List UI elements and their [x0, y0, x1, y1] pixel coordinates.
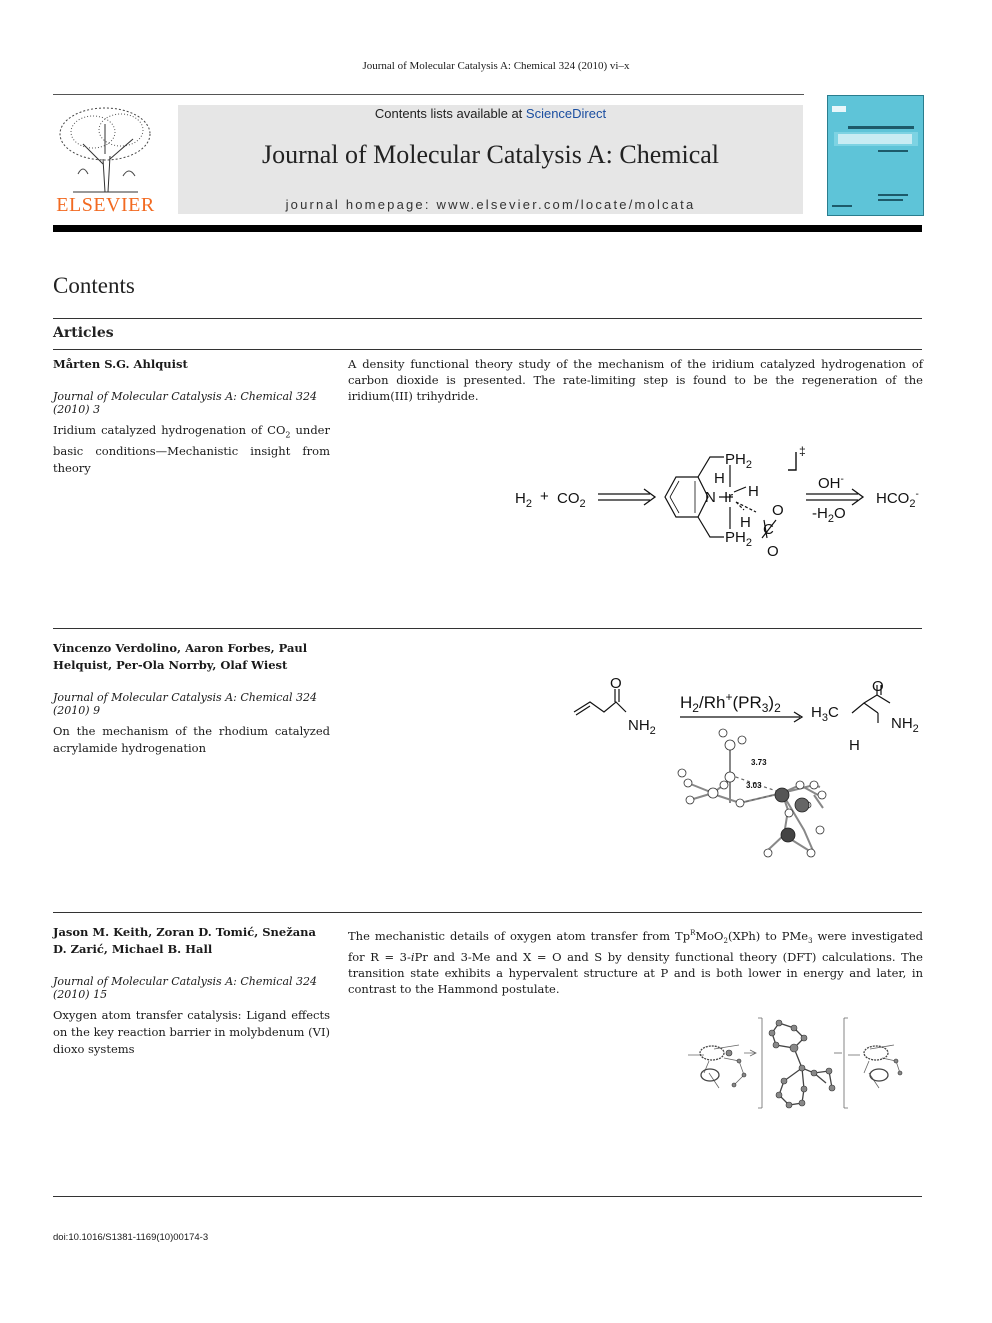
s1-o-lower: O	[767, 543, 779, 560]
s2-o-left: O	[610, 675, 622, 692]
s2-distance-2: 3.03	[746, 781, 762, 790]
journal-homepage[interactable]: journal homepage: www.elsevier.com/locate/molcata	[285, 197, 696, 212]
s1-dagger: ‡	[799, 444, 806, 458]
s2-3d-structure	[678, 729, 826, 857]
contents-available	[178, 106, 803, 121]
s2-distance-1: 3.73	[751, 758, 767, 767]
article-2-authors: Vincenzo Verdolino, Aaron Forbes, Paul Helquist, Per-Ola Norrby, Olaf Wiest	[53, 641, 308, 672]
article-1-authors: Mårten S.G. Ahlquist	[53, 357, 188, 371]
article-1-title-post: under basic conditions—Mechanistic insight from theory	[53, 423, 330, 476]
s2-nh2-right: $NH_2$	[891, 715, 919, 735]
contents-available-text: Contents lists available at	[374, 106, 526, 121]
journal-title: Journal of Molecular Catalysis A: Chemical	[261, 140, 720, 169]
s1-co2: $CO_2$	[557, 490, 586, 510]
section-title: Contents	[53, 273, 135, 298]
s1-hco2: $HCO_2^-$	[876, 489, 919, 510]
article-2-graphical-abstract	[568, 675, 928, 870]
article-3-journal-ref[interactable]: Journal of Molecular Catalysis A: Chemical 324 (2010) 15	[53, 975, 318, 1001]
article-3-abstract: The mechanistic details of oxygen atom transfer from $Tp^RMoO_2(XPh)$ to PMe$_3$ were investigated for R = 3-iPr and 3-Me and X = O and S by density functional theory (DFT) calculations. The transition state exhibits a hypervalent structure at P and is both lower in energy and later, in contrast to the Hammond postulate.	[348, 928, 924, 997]
s1-o-upper: O	[772, 502, 784, 519]
rule-contents	[53, 318, 922, 319]
article-3-authors: Jason M. Keith, Zoran D. Tomić, Snežana D. Zarić, Michael B. Hall	[53, 925, 316, 956]
s2-reagent: $H_2/Rh^+(PR_3)_2$	[680, 690, 781, 715]
article-1-journal-ref[interactable]: Journal of Molecular Catalysis A: Chemical 324 (2010) 3	[53, 390, 318, 416]
running-head: Journal of Molecular Catalysis A: Chemical 324 (2010) vi–x	[362, 60, 630, 72]
article-1-abstract: A density functional theory study of the mechanism of the iridium catalyzed hydrogenation of carbon dioxide is presented. The rate-limiting step is found to be the regeneration of the iridium(III) trihydride.	[348, 357, 923, 403]
s1-ir: Ir	[724, 489, 734, 506]
rule-article-3	[53, 912, 922, 913]
masthead-bottom-rule	[53, 225, 922, 232]
s1-c: C	[763, 521, 774, 538]
article-2-journal-ref[interactable]: Journal of Molecular Catalysis A: Chemical 324 (2010) 9	[53, 691, 318, 717]
s1-oh: OH-	[818, 474, 844, 492]
article-3-graphical-abstract	[684, 1013, 924, 1113]
rule-footer	[53, 1196, 922, 1197]
s1-h2: $H_2$	[515, 490, 532, 510]
publisher-wordmark: ELSEVIER	[56, 194, 155, 216]
s1-arrow-1	[598, 489, 655, 505]
article-2-title[interactable]: On the mechanism of the rhodium catalyzed acrylamide hydrogenation	[53, 724, 330, 755]
article-1-graphical-abstract	[510, 440, 930, 565]
rule-article-2	[53, 628, 922, 629]
s1-h-right: H	[748, 483, 759, 500]
article-1-title-pre: Iridium catalyzed hydrogenation of CO	[53, 423, 286, 437]
s2-o-right: O	[872, 678, 884, 695]
doi[interactable]: doi:10.1016/S1381-1169(10)00174-3	[53, 1232, 209, 1243]
journal-cover-thumbnail	[827, 95, 924, 216]
s1-plus: +	[540, 488, 549, 505]
article-3-title[interactable]: Oxygen atom transfer catalysis: Ligand effects on the key reaction barrier in molybdenum (VI) dioxo systems	[53, 1008, 330, 1056]
subsection-title: Articles	[53, 325, 114, 341]
article-1-title[interactable]	[53, 422, 330, 477]
s2-h-bottom: H	[849, 737, 860, 754]
s1-h-top: H	[714, 470, 725, 487]
rule-articles	[53, 349, 922, 350]
sciencedirect-link[interactable]: ScienceDirect	[525, 106, 607, 121]
s1-ph2-top: $PH_2$	[725, 451, 752, 471]
s1-ph2-bottom: $PH_2$	[725, 529, 752, 549]
article-1-title-sub: 2	[285, 430, 291, 440]
masthead-top-rule	[53, 94, 804, 95]
s1-h-bottom: H	[740, 514, 751, 531]
s1-n: N	[705, 489, 716, 506]
s1-minus-h2o: $-H_2O$	[812, 505, 846, 525]
s2-h3c: $H_3C$	[811, 704, 839, 724]
s2-nh2-left: $NH_2$	[628, 717, 656, 737]
